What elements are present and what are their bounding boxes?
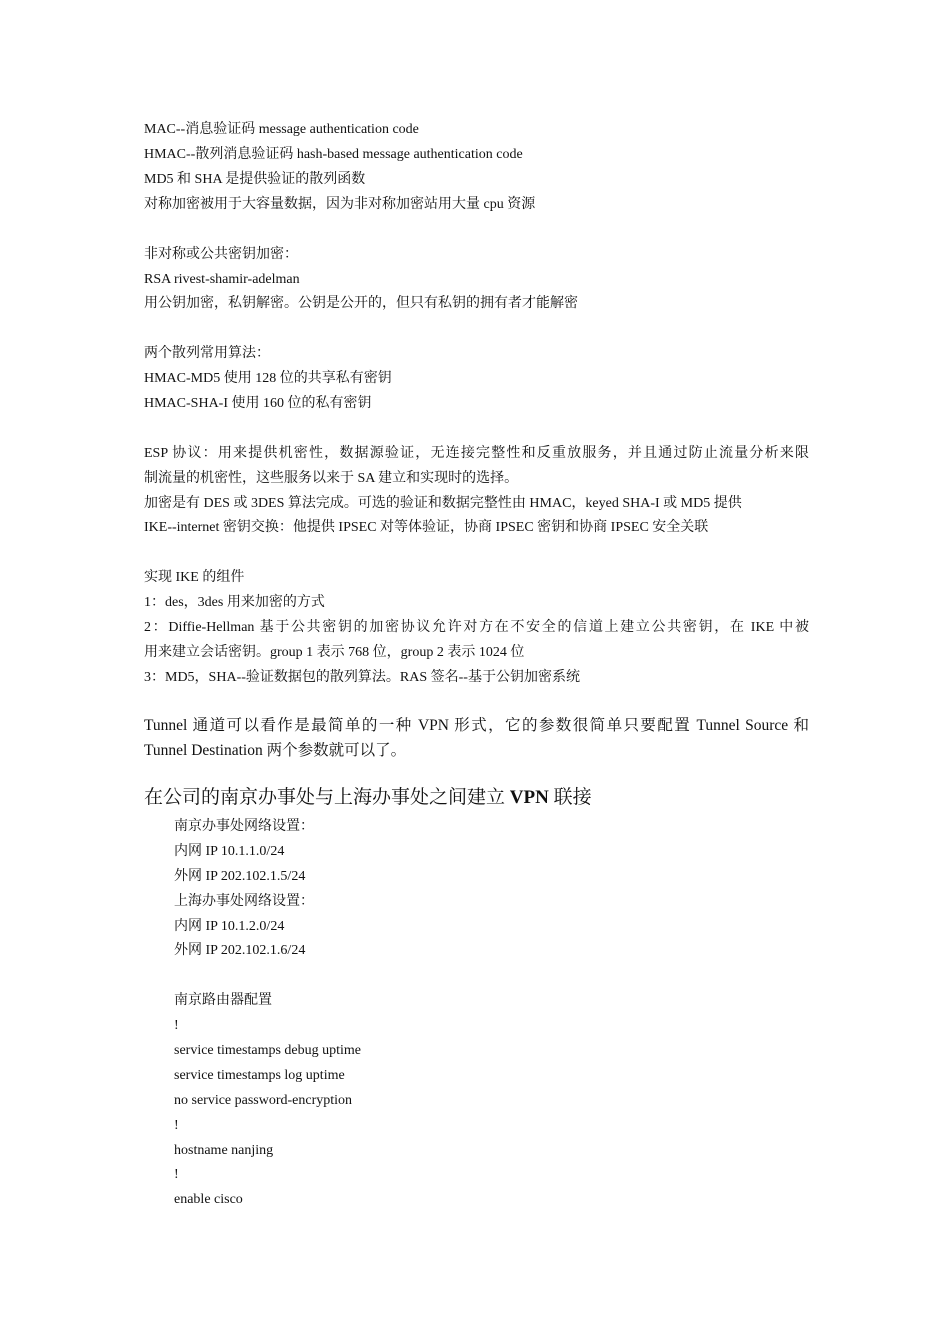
config-line-router-heading: 南京路由器配置: [174, 993, 272, 1008]
heading-prefix: 在公司的南京办事处与上海办事处之间建立: [144, 787, 510, 808]
config-line-nanjing-lan: 内网 IP 10.1.1.0/24: [174, 844, 285, 859]
text-line-ike-components: 实现 IKE 的组件: [144, 570, 245, 585]
config-line-shanghai-lan: 内网 IP 10.1.2.0/24: [174, 919, 285, 934]
text-line-hash-heading: 两个散列常用算法：: [144, 346, 270, 361]
text-line-hmac: HMAC--散列消息验证码 hash-based message authentication code: [144, 147, 523, 162]
text-line-tunnel-1: Tunnel 通道可以看作是最简单的一种 VPN 形式，它的参数很简单只要配置 Tunnel Source 和: [144, 717, 809, 734]
text-line-md5-sha: MD5 和 SHA 是提供验证的散列函数: [144, 172, 366, 187]
config-line-nanjing-wan: 外网 IP 202.102.1.5/24: [174, 869, 306, 884]
section-heading: [144, 785, 809, 811]
text-line-hmac-md5: HMAC-MD5 使用 128 位的共享私有密钥: [144, 371, 392, 386]
text-line-encryption: 加密是有 DES 或 3DES 算法完成。可选的验证和数据完整性由 HMAC，keyed SHA-I 或 MD5 提供: [144, 496, 742, 511]
text-line-esp-2: 制流量的机密性，这些服务以来于 SA 建立和实现时的选择。: [144, 471, 519, 486]
config-line-bang-3: !: [174, 1167, 179, 1182]
text-line-component-2a: 2：Diffie-Hellman 基于公共密钥的加密协议允许对方在不安全的信道上建立公共密钥，在 IKE 中被: [144, 620, 809, 635]
config-line-enable: enable cisco: [174, 1192, 243, 1207]
heading-suffix: 联接: [548, 787, 592, 808]
text-line-public-key: 用公钥加密，私钥解密。公钥是公开的，但只有私钥的拥有者才能解密: [144, 296, 578, 311]
text-line-esp-1: ESP 协议：用来提供机密性，数据源验证，无连接完整性和反重放服务，并且通过防止流量分析来限: [144, 446, 809, 461]
config-line-bang-1: !: [174, 1018, 179, 1033]
text-line-component-2b: 用来建立会话密钥。group 1 表示 768 位，group 2 表示 1024 位: [144, 645, 525, 660]
text-line-rsa: RSA rivest-shamir-adelman: [144, 272, 300, 287]
config-line-shanghai-network: 上海办事处网络设置：: [174, 894, 314, 909]
config-line-hostname: hostname nanjing: [174, 1143, 274, 1158]
heading-bold: VPN: [509, 787, 549, 808]
text-line-component-1: 1：des，3des 用来加密的方式: [144, 595, 325, 610]
text-line-tunnel-2: Tunnel Destination 两个参数就可以了。: [144, 742, 407, 759]
text-line-symmetric: 对称加密被用于大容量数据，因为非对称加密站用大量 cpu 资源: [144, 197, 536, 212]
text-line-ike: IKE--internet 密钥交换：他提供 IPSEC 对等体验证，协商 IPSEC 密钥和协商 IPSEC 安全关联: [144, 520, 709, 535]
text-line-hmac-sha: HMAC-SHA-I 使用 160 位的私有密钥: [144, 396, 372, 411]
config-line-timestamps-log: service timestamps log uptime: [174, 1068, 345, 1083]
config-line-shanghai-wan: 外网 IP 202.102.1.6/24: [174, 943, 306, 958]
config-line-bang-2: !: [174, 1118, 179, 1133]
text-line-mac: MAC--消息验证码 message authentication code: [144, 122, 419, 137]
config-line-nanjing-network: 南京办事处网络设置：: [174, 819, 314, 834]
text-line-component-3: 3：MD5，SHA--验证数据包的散列算法。RAS 签名--基于公钥加密系统: [144, 670, 580, 685]
text-line-asymmetric-heading: 非对称或公共密钥加密：: [144, 247, 298, 262]
config-line-password: no service password-encryption: [174, 1093, 353, 1108]
config-line-timestamps-debug: service timestamps debug uptime: [174, 1043, 362, 1058]
